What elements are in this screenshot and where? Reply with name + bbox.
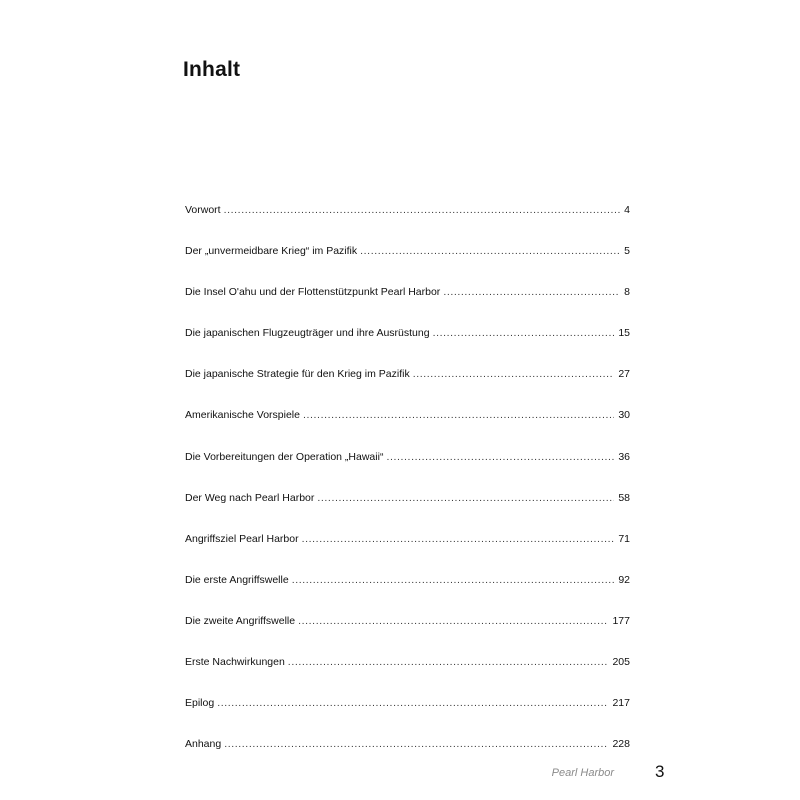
toc-entry[interactable] [185, 368, 630, 409]
toc-dot-leader [317, 492, 614, 504]
toc-dot-leader [303, 409, 614, 421]
toc-entry-title: Angriffsziel Pearl Harbor [185, 532, 299, 545]
toc-entry[interactable] [185, 656, 630, 697]
toc-entry-title: Der Weg nach Pearl Harbor [185, 491, 315, 504]
footer-page-number: 3 [655, 762, 665, 781]
toc-entry-title: Die erste Angriffswelle [185, 573, 289, 586]
toc-dot-leader [413, 368, 615, 380]
toc-dot-leader [217, 697, 608, 709]
toc-entry-page: 27 [618, 368, 630, 381]
toc-dot-leader [433, 327, 615, 339]
toc-entry[interactable] [185, 245, 630, 286]
toc-entry-page: 30 [618, 409, 630, 422]
toc-entry-page: 205 [612, 656, 630, 669]
toc-entry[interactable] [185, 409, 630, 450]
toc-entry-page: 36 [618, 450, 630, 463]
toc-entry-title: Die japanische Strategie für den Krieg im Pazifik [185, 368, 410, 381]
toc-entry-title: Die Insel O'ahu und der Flottenstützpunkt Pearl Harbor [185, 286, 441, 299]
toc-entry-page: 228 [612, 738, 630, 751]
toc-entry[interactable] [185, 574, 630, 615]
toc-entry-page: 92 [618, 573, 630, 586]
toc-entry-title: Anhang [185, 738, 222, 751]
toc-entry[interactable] [185, 697, 630, 738]
toc-entry-title: Der „unvermeidbare Krieg“ im Pazifik [185, 245, 358, 258]
toc-dot-leader [288, 656, 609, 668]
toc-entry-title: Die zweite Angriffswelle [185, 614, 296, 627]
toc-entry[interactable] [185, 533, 630, 574]
toc-entry-page: 8 [624, 286, 630, 299]
toc-entry-title: Epilog [185, 697, 215, 710]
toc-dot-leader [224, 204, 621, 216]
toc-entry[interactable] [185, 615, 630, 656]
toc-entry-page: 71 [618, 532, 630, 545]
toc-dot-leader [443, 286, 620, 298]
table-of-contents [185, 204, 630, 779]
toc-entry-page: 217 [612, 697, 630, 710]
toc-entry[interactable] [185, 286, 630, 327]
toc-entry-page: 15 [618, 327, 630, 340]
toc-entry-title: Vorwort [185, 204, 221, 216]
toc-dot-leader [224, 738, 608, 750]
toc-entry-page: 5 [624, 245, 630, 258]
toc-entry[interactable] [185, 451, 630, 492]
toc-entry-title: Erste Nachwirkungen [185, 656, 285, 669]
toc-entry[interactable] [185, 327, 630, 368]
toc-entry[interactable] [185, 492, 630, 533]
toc-entry[interactable] [185, 204, 630, 245]
toc-dot-leader [360, 245, 620, 257]
toc-entry-page: 4 [624, 204, 630, 216]
toc-dot-leader [386, 451, 614, 463]
toc-entry-title: Die japanischen Flugzeugträger und ihre Ausrüstung [185, 327, 430, 340]
toc-dot-leader [292, 574, 615, 586]
page-title: Inhalt [183, 58, 241, 81]
toc-entry-page: 58 [618, 491, 630, 504]
footer-book-title: Pearl Harbor [551, 767, 614, 779]
toc-entry-title: Amerikanische Vorspiele [185, 409, 300, 422]
toc-dot-leader [302, 533, 615, 545]
toc-dot-leader [298, 615, 608, 627]
toc-entry-title: Die Vorbereitungen der Operation „Hawaii“ [185, 450, 384, 463]
toc-entry-page: 177 [612, 614, 630, 627]
